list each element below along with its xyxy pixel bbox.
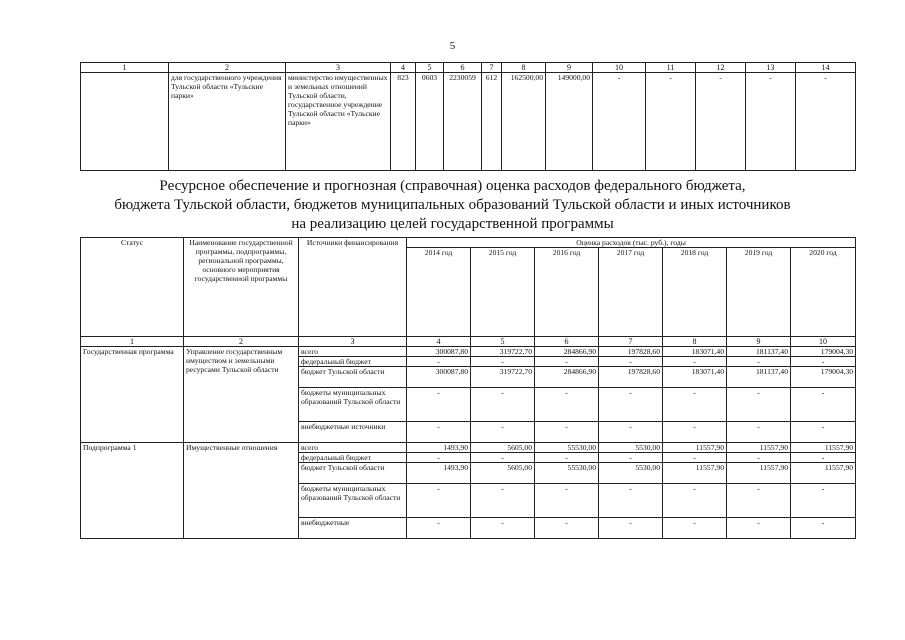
row-value: - [599,422,663,443]
top-col-number: 6 [444,63,482,73]
row-value: - [663,422,727,443]
row-source: бюджет Тульской области [299,463,407,484]
row-value: 197828,60 [599,367,663,388]
row-value: - [727,484,791,518]
row-value: - [727,388,791,422]
top-cell-8: 162500,00 [502,73,546,171]
header-sources: Источники финансирования [299,238,407,337]
col-number: 3 [299,337,407,347]
row-status: Государственная программа [81,347,184,443]
top-col-number: 3 [286,63,391,73]
row-value: - [663,388,727,422]
row-source: внебюджетные [299,518,407,539]
row-value: 5605,00 [471,443,535,453]
top-cell-1 [81,73,169,171]
col-number: 1 [81,337,184,347]
row-value: - [471,388,535,422]
row-value: 183071,40 [663,347,727,357]
row-value: - [599,484,663,518]
top-table [80,62,856,171]
row-value: - [407,357,471,367]
row-value: - [599,518,663,539]
row-value: - [663,357,727,367]
header-year: 2018 год [663,248,727,337]
top-col-number: 7 [482,63,502,73]
row-value: - [407,518,471,539]
col-number: 5 [471,337,535,347]
col-number: 9 [727,337,791,347]
top-cell-6: 2230059 [444,73,482,171]
row-value: - [407,453,471,463]
row-value: 181137,40 [727,367,791,388]
row-source: внебюджетные источники [299,422,407,443]
col-number: 10 [791,337,856,347]
row-value: - [535,518,599,539]
header-year: 2019 год [727,248,791,337]
row-value: 1493,90 [407,443,471,453]
top-col-number: 13 [746,63,796,73]
top-col-number: 1 [81,63,169,73]
header-estimate: Оценка расходов (тыс. руб.), годы [407,238,856,248]
row-value: 319722,70 [471,367,535,388]
row-source: федеральный бюджет [299,357,407,367]
header-name: Наименование государственной программы, подпрограммы, региональной программы, основного мероприятия государственной программы [184,238,299,337]
row-value: 55530,00 [535,463,599,484]
col-number: 2 [184,337,299,347]
col-number: 8 [663,337,727,347]
top-col-number: 8 [502,63,546,73]
row-value: 319722,70 [471,347,535,357]
row-value: 11557,90 [727,463,791,484]
row-value: - [599,388,663,422]
top-cell-7: 612 [482,73,502,171]
row-value: - [727,518,791,539]
row-value: 11557,90 [663,443,727,453]
header-year: 2017 год [599,248,663,337]
header-year: 2015 год [471,248,535,337]
row-value: 181137,40 [727,347,791,357]
col-number: 6 [535,337,599,347]
row-value: 300087,80 [407,367,471,388]
row-value: 11557,90 [791,443,856,453]
row-value: 179004,30 [791,347,856,357]
top-table-row [81,73,856,171]
row-source: бюджеты муниципальных образований Тульской области [299,388,407,422]
top-cell-2: для государственного учреждения Тульской области «Тульские парки» [169,73,286,171]
top-col-number: 2 [169,63,286,73]
row-source: всего [299,347,407,357]
top-cell-13: - [746,73,796,171]
row-value: 55530,00 [535,443,599,453]
row-source: федеральный бюджет [299,453,407,463]
row-value: - [471,484,535,518]
row-source: всего [299,443,407,453]
row-value: - [599,453,663,463]
row-value: - [727,422,791,443]
top-col-number: 14 [796,63,856,73]
top-col-number: 4 [391,63,416,73]
row-value: 183071,40 [663,367,727,388]
header-year: 2016 год [535,248,599,337]
table-row [81,347,856,357]
top-cell-14: - [796,73,856,171]
row-source: бюджеты муниципальных образований Тульской области [299,484,407,518]
row-value: - [663,484,727,518]
col-number: 4 [407,337,471,347]
row-name: Управление государственным имуществом и земельными ресурсами Тульской области [184,347,299,443]
row-value: - [407,484,471,518]
row-value: - [791,422,856,443]
row-value: - [663,518,727,539]
top-col-number: 10 [593,63,646,73]
col-number: 7 [599,337,663,347]
row-value: - [535,357,599,367]
row-value: - [791,484,856,518]
top-cell-10: - [593,73,646,171]
top-col-number: 5 [416,63,444,73]
row-value: - [471,422,535,443]
top-table-number-row [81,63,856,73]
top-cell-4: 823 [391,73,416,171]
top-cell-3: министерство имущественных и земельных отношений Тульской области, государственное учреждение Тульской области «Тульские парки» [286,73,391,171]
row-value: 179004,30 [791,367,856,388]
top-cell-11: - [646,73,696,171]
row-value: - [727,453,791,463]
row-value: 11557,90 [663,463,727,484]
resource-table [80,237,856,539]
heading-line-2: бюджета Тульской области, бюджетов муниципальных образований Тульской области и иных источников [114,197,791,213]
heading-line-3: на реализацию целей государственной программы [291,216,614,232]
row-value: - [791,453,856,463]
row-value: 300087,80 [407,347,471,357]
row-name: Имущественные отношения [184,443,299,539]
row-value: 11557,90 [791,463,856,484]
page-number: 5 [449,40,456,52]
row-source: бюджет Тульской области [299,367,407,388]
table-row [81,443,856,453]
section-heading [0,177,905,234]
top-col-number: 11 [646,63,696,73]
row-value: - [535,388,599,422]
row-value: - [727,357,791,367]
row-value: 284866,90 [535,367,599,388]
row-value: - [407,422,471,443]
row-value: - [471,518,535,539]
header-year: 2014 год [407,248,471,337]
heading-line-1: Ресурсное обеспечение и прогнозная (справочная) оценка расходов федерального бюджета, [159,178,746,194]
row-value: 5530,00 [599,443,663,453]
resource-table-header-row [81,238,856,248]
row-value: - [471,453,535,463]
row-value: 5605,00 [471,463,535,484]
row-value: - [791,388,856,422]
row-status: Подпрограмма 1 [81,443,184,539]
top-cell-5: 0603 [416,73,444,171]
row-value: - [535,453,599,463]
row-value: 197828,60 [599,347,663,357]
row-value: - [407,388,471,422]
row-value: 284866,90 [535,347,599,357]
row-value: - [599,357,663,367]
top-col-number: 12 [696,63,746,73]
header-year: 2020 год [791,248,856,337]
row-value: - [535,422,599,443]
row-value: 1493,90 [407,463,471,484]
top-col-number: 9 [546,63,593,73]
resource-table-number-row [81,337,856,347]
header-status: Статус [81,238,184,337]
row-value: 5530,00 [599,463,663,484]
row-value: - [663,453,727,463]
row-value: - [791,357,856,367]
row-value: 11557,90 [727,443,791,453]
top-cell-9: 149000,00 [546,73,593,171]
top-cell-12: - [696,73,746,171]
row-value: - [535,484,599,518]
row-value: - [471,357,535,367]
row-value: - [791,518,856,539]
